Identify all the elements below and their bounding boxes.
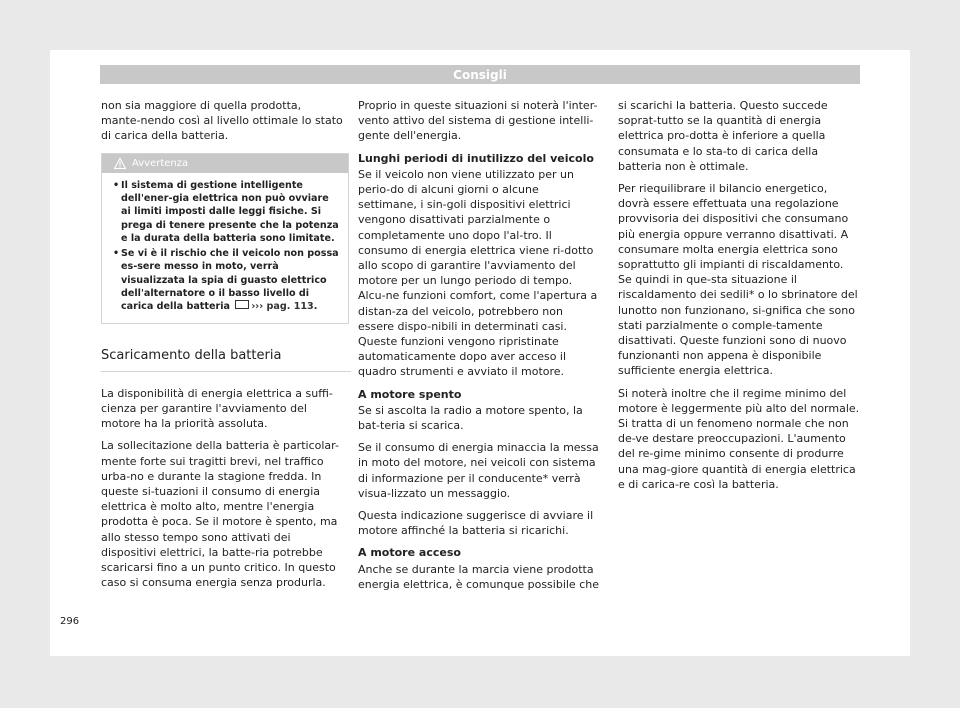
bullet: • xyxy=(113,179,120,191)
paragraph: Se si ascolta la radio a motore spento, la bat-teria si scarica. xyxy=(358,403,583,433)
column-2 xyxy=(358,98,600,599)
section-header xyxy=(100,65,860,84)
paragraph: La sollecitazione della batteria è particolar-mente forte sui tragitti brevi, nel traffico urba-no e durante la stagione fredda. In queste si-tuazioni il consumo di energia elettrica è molto alto, mentre l'energia prodotta è poca. Se il motore è spento, ma allo stesso tempo sono attivati dei dispositivi elettrici, la batte-ria potrebbe scaricarsi fino a un punto critico. In questo caso si consuma energia senza produrla. xyxy=(101,439,339,590)
page-number: 296 xyxy=(60,616,80,627)
intro-paragraph: non sia maggiore di quella prodotta, mante-nendo così al livello ottimale lo stato di carica della batteria. xyxy=(101,99,343,143)
paragraph: Per riequilibrare il bilancio energetico, dovrà essere effettuata una regolazione provvisoria dei dispositivi che consumano più energia oppure verranno disattivati. A consumare molta energia elettrica sono soprattutto gli impianti di riscaldamento. Se quindi in que-sta situazione il riscaldamento dei sedili* o lo sbrinatore del lunotto non funzionano, si-gnifica che sono stati parzialmente o comple-tamente disattivati. Queste funzioni sono di nuovo funzionanti non appena è disponibile sufficiente energia elettrica. xyxy=(618,182,858,378)
warning-item-text-main: Se vi è il rischio che il veicolo non possa es-sere messo in moto, verrà visualizzata la spia di guasto elettrico dell'alternatore o il basso livello di carica della batteria xyxy=(121,248,339,313)
header-title: Consigli xyxy=(453,67,507,82)
warning-item-text: Il sistema di gestione intelligente dell'ener-gia elettrica non può ovviare ai limiti imposti dalle leggi fisiche. Si prega di tenere presente che la potenza e la durata della batteria sono limitate. xyxy=(121,179,339,244)
paragraph: Se il veicolo non viene utilizzato per un perio-do di alcuni giorni o alcune settimane, i sin-goli dispositivi elettrici vengono disattivati parzialmente o completamente uno dopo l'al-tro. Il consumo di energia elettrica viene ri-dotto allo scopo di garantire l'avviamento del motore per un lungo periodo di tempo. Alcu-ne funzioni comfort, come l'apertura a distan-za del veicolo, potrebbero non essere dispo-nibili in determinati casi. Queste funzioni vengono ripristinate automaticamente dopo aver acceso il quadro strumenti e avviato il motore. xyxy=(358,167,598,379)
subheading: Lunghi periodi di inutilizzo del veicolo xyxy=(358,151,594,165)
paragraph: Se il consumo di energia minaccia la messa in moto del motore, nei veicoli con sistema di informazione per il conducente* verrà visua-lizzato un messaggio. xyxy=(358,441,599,500)
paragraph: La disponibilità di energia elettrica a suffi-cienza per garantire l'avviamento del motore ha la priorità assoluta. xyxy=(101,386,333,431)
subheading: A motore spento xyxy=(358,387,462,401)
warning-title: Avvertenza xyxy=(132,157,189,169)
column-1 xyxy=(101,98,343,597)
warning-item-end: . xyxy=(313,301,318,313)
paragraph: Proprio in queste situazioni si noterà l'inter-vento attivo del sistema di gestione intelli-gente dell'energia. xyxy=(358,99,598,143)
paragraph: Si noterà inoltre che il regime minimo del motore è leggermente più alto del normale. Si tratta di un fenomeno normale che non de-ve destare preoccupazioni. L'aumento del re-gime minimo consente di produrre una mag-giore quantità di energia elettrica e di carica-re così la batteria. xyxy=(618,386,860,491)
column-3 xyxy=(618,98,860,499)
warning-body xyxy=(102,173,348,323)
warning-triangle-icon xyxy=(114,158,126,169)
warning-box xyxy=(101,153,349,324)
paragraph: Questa indicazione suggerisce di avviare il motore affinché la batteria si ricarichi. xyxy=(358,509,594,538)
warning-item xyxy=(113,179,340,245)
page-reference-link[interactable]: ››› pag. 113 xyxy=(251,301,314,313)
book-reference-icon xyxy=(235,300,249,309)
section-title: Scaricamento della batteria xyxy=(101,348,351,372)
bullet: • xyxy=(113,248,120,260)
paragraph: si scarichi la batteria. Questo succede soprat-tutto se la quantità di energia elettrica pro-dotta è inferiore a quella consumata e lo sta-to di carica della batteria non è ottimale. xyxy=(618,99,828,173)
warning-item xyxy=(113,247,340,313)
warning-item-text xyxy=(121,247,340,313)
warning-header xyxy=(102,154,348,173)
subheading: A motore acceso xyxy=(358,546,461,560)
paragraph: Anche se durante la marcia viene prodotta energia elettrica, è comunque possibile che xyxy=(358,562,599,591)
